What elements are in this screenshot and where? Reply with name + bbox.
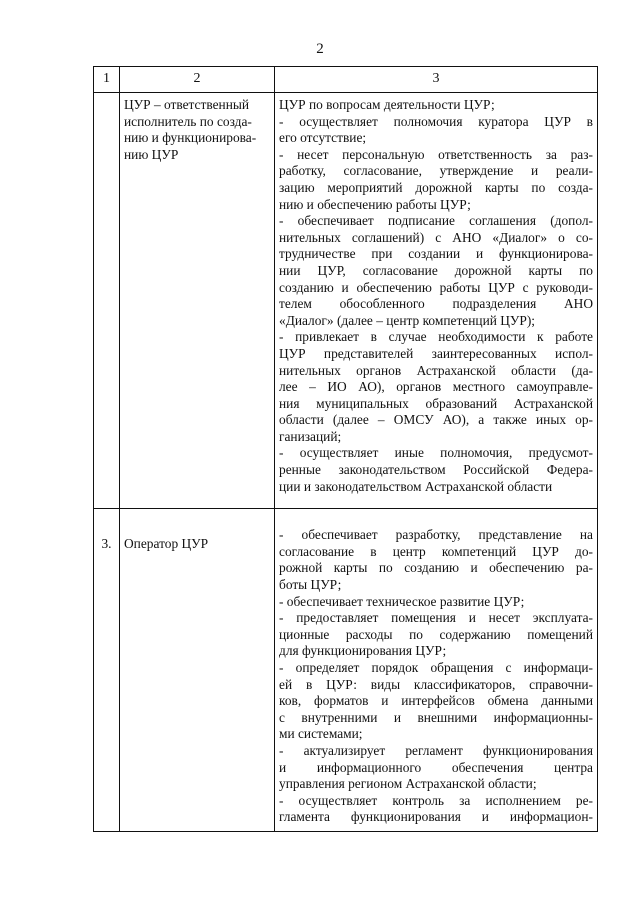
description-text-line: телем обособленного подразделения АНО	[279, 296, 593, 312]
page-number: 2	[316, 41, 324, 57]
description-text-line: созданию и обеспечению работы ЦУР с руководи-	[279, 279, 593, 295]
description-text-line: трудничестве при создании и функционирова-	[279, 246, 593, 262]
table-row	[94, 509, 598, 832]
row-number-cell: 3.	[94, 509, 120, 832]
description-text-line: гламента функционирования и информацион-	[279, 809, 593, 825]
description-text-line: ренные законодательством Российской Федера-	[279, 462, 593, 478]
description-text-line: его отсутствие;	[279, 130, 367, 146]
role-text-line: нию и функционирова-	[124, 130, 257, 146]
description-text-line: зацию мероприятий дорожной карты по созда-	[279, 179, 593, 195]
description-cell	[275, 93, 598, 509]
role-cell	[120, 93, 275, 509]
description-text-line: рожной карты по созданию и обеспечению ра-	[279, 560, 593, 576]
description-text-line: - обеспечивает подписание соглашения (допол-	[279, 213, 593, 229]
description-text-line: - осуществляет иные полномочия, предусмот-	[279, 445, 593, 461]
description-text-line: - привлекает в случае необходимости к работе	[279, 329, 593, 345]
description-text-line: - обеспечивает разработку, представление на	[279, 527, 593, 543]
description-text-line: нии ЦУР, согласование дорожной карты по	[279, 262, 593, 278]
description-text-line: и информационного обеспечения центра	[279, 759, 593, 775]
description-text-line: - осуществляет полномочия куратора ЦУР в	[279, 113, 593, 129]
description-text-line: управления регионом Астраханской области;	[279, 776, 537, 792]
role-text-line: Оператор ЦУР	[124, 536, 209, 552]
description-text-line: - несет персональную ответственность за раз-	[279, 146, 593, 162]
description-text-line: - обеспечивает техническое развитие ЦУР;	[279, 593, 525, 609]
header-cell-3: 3	[275, 67, 598, 93]
description-text-line: ЦУР по вопросам деятельности ЦУР;	[279, 97, 495, 112]
table-row	[94, 93, 598, 509]
description-text-line: - определяет порядок обращения с информаци-	[279, 660, 593, 675]
description-text-line: ганизаций;	[279, 428, 342, 444]
description-text-line: - предоставляет помещения и несет эксплуата-	[279, 610, 593, 626]
description-text-line: боты ЦУР;	[279, 577, 342, 593]
description-text-line: ционные расходы по содержанию помещений	[279, 626, 593, 642]
description-text-line: ЦУР представителей заинтересованных испол-	[279, 345, 593, 361]
row-number-cell	[94, 93, 120, 509]
description-text-line: ми системами;	[279, 726, 363, 742]
description-text-line: ции и законодательством Астраханской области	[279, 478, 553, 494]
description-text-line: нительных соглашений) с АНО «Диалог» о со-	[279, 229, 593, 245]
description-text-line: - актуализирует регламент функционирования	[279, 742, 593, 758]
description-text-line: с внутренними и внешними информационны-	[279, 709, 593, 725]
header-cell-2: 2	[120, 67, 275, 93]
description-text-line: лее – ИО АО), органов местного самоуправле-	[279, 379, 593, 395]
description-text-line: согласование в центр компетенций ЦУР до-	[279, 543, 593, 559]
description-text-line: ния муниципальных образований Астраханской	[279, 395, 593, 411]
description-text-line: ей в ЦУР: виды классификаторов, справочни-	[279, 676, 593, 692]
description-text-line: ков, форматов и интерфейсов обмена данными	[279, 693, 593, 709]
description-text-line: для функционирования ЦУР;	[279, 643, 447, 659]
responsibility-table	[93, 66, 598, 832]
header-cell-1: 1	[94, 67, 120, 93]
role-text-line: ЦУР – ответственный	[124, 97, 250, 112]
description-text-line: нительных органов Астраханской области (да-	[279, 362, 593, 378]
description-text-line: нию и обеспечению работы ЦУР;	[279, 196, 471, 212]
description-text-line: работку, согласование, утверждение и реали-	[279, 163, 593, 179]
description-text-line: области (далее – ОМСУ АО), а также иных ор-	[279, 412, 593, 428]
description-text-line: «Диалог» (далее – центр компетенций ЦУР);	[279, 312, 536, 328]
description-text-line: - осуществляет контроль за исполнением ре-	[279, 792, 593, 808]
description-cell	[275, 509, 598, 832]
role-cell	[120, 509, 275, 832]
role-text-line: нию ЦУР	[124, 146, 179, 162]
role-text-line: исполнитель по созда-	[124, 113, 252, 129]
table-header-row	[94, 67, 598, 93]
